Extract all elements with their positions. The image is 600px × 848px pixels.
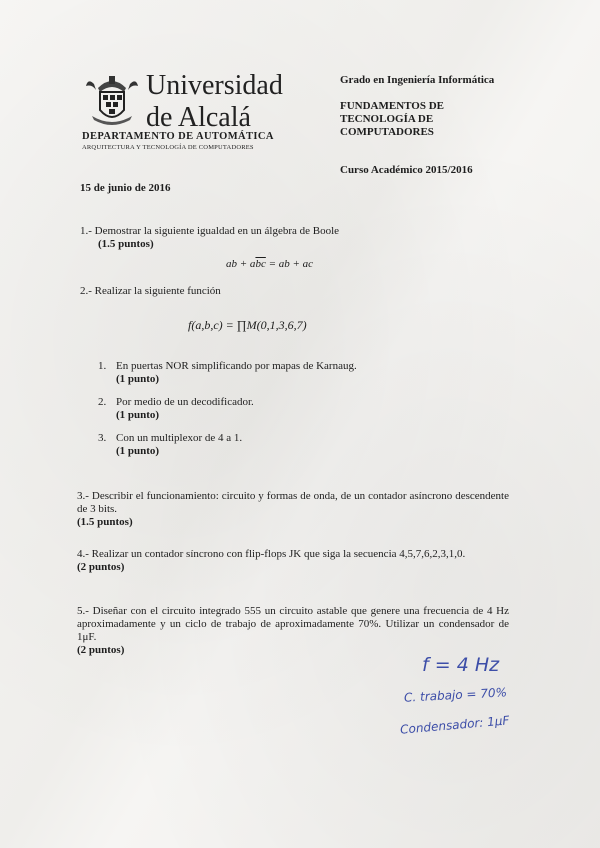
item-number: 1. (98, 360, 107, 372)
question-4 (77, 548, 509, 574)
formula-part: ab + a (226, 258, 256, 270)
exam-date: 15 de junio de 2016 (80, 182, 171, 194)
question-2-item-2 (98, 396, 254, 422)
item-number: 2. (98, 396, 107, 408)
university-name-line1: Universidad (146, 70, 283, 101)
subject-line: FUNDAMENTOS DE (340, 100, 445, 112)
question-2-text: 2.- Realizar la siguiente función (80, 285, 221, 297)
handwritten-capacitor: Condensador: 1μF (399, 713, 510, 737)
question-4-points: (2 puntos) (77, 561, 125, 573)
item-number: 3. (98, 432, 107, 444)
item-points: (1 punto) (116, 409, 160, 421)
question-1 (80, 225, 500, 251)
question-3 (77, 490, 509, 529)
subject-line: COMPUTADORES (340, 126, 434, 138)
university-crest-icon (84, 70, 140, 132)
question-2-item-1 (98, 360, 357, 386)
question-5-text: 5.- Diseñar con el circuito integrado 555 un circuito astable que genere una frecuencia de 4 Hz aproximadamente y un ciclo de trabajo de aproximadamente 70%. Utilizar un condensador de 1μF. (77, 605, 509, 643)
university-name-line2: de Alcalá (146, 102, 251, 133)
academic-year: Curso Académico 2015/2016 (340, 164, 473, 176)
question-2-formula: f(a,b,c) = ∏M(0,1,3,6,7) (188, 318, 307, 332)
degree-name: Grado en Ingeniería Informática (340, 74, 495, 86)
question-3-points: (1.5 puntos) (77, 516, 133, 528)
question-5 (77, 605, 509, 657)
formula-part: = ab + ac (265, 258, 314, 270)
question-4-text: 4.- Realizar un contador síncrono con flip-flops JK que siga la secuencia 4,5,7,6,2,3,1,0. (77, 548, 466, 560)
item-text: Por medio de un decodificador. (116, 396, 254, 408)
department-name: DEPARTAMENTO DE AUTOMÁTICA (82, 131, 274, 142)
question-3-text: 3.- Describir el funcionamiento: circuito y formas de onda, de un contador asíncrono descendente de 3 bits. (77, 490, 509, 515)
item-points: (1 punto) (116, 445, 160, 457)
question-1-text: 1.- Demostrar la siguiente igualdad en un álgebra de Boole (80, 225, 340, 237)
handwritten-frequency: f = 4 Hz (422, 654, 500, 676)
question-2 (80, 285, 500, 298)
subject-line: TECNOLOGÍA DE (340, 113, 434, 125)
university-name (146, 70, 283, 134)
subject-name (340, 100, 444, 139)
question-1-points: (1.5 puntos) (98, 238, 154, 250)
item-points: (1 punto) (116, 373, 160, 385)
handwritten-duty-cycle: C. trabajo = 70% (403, 685, 508, 705)
question-1-formula (226, 258, 313, 270)
item-text: En puertas NOR simplificando por mapas de Karnaug. (116, 360, 357, 372)
formula-negated-term: $\overline{bc}$ (255, 258, 266, 270)
item-text: Con un multiplexor de 4 a 1. (116, 432, 243, 444)
question-5-points: (2 puntos) (77, 644, 125, 656)
department-area: ARQUITECTURA Y TECNOLOGÍA DE COMPUTADORES (82, 144, 254, 151)
question-2-item-3 (98, 432, 242, 458)
